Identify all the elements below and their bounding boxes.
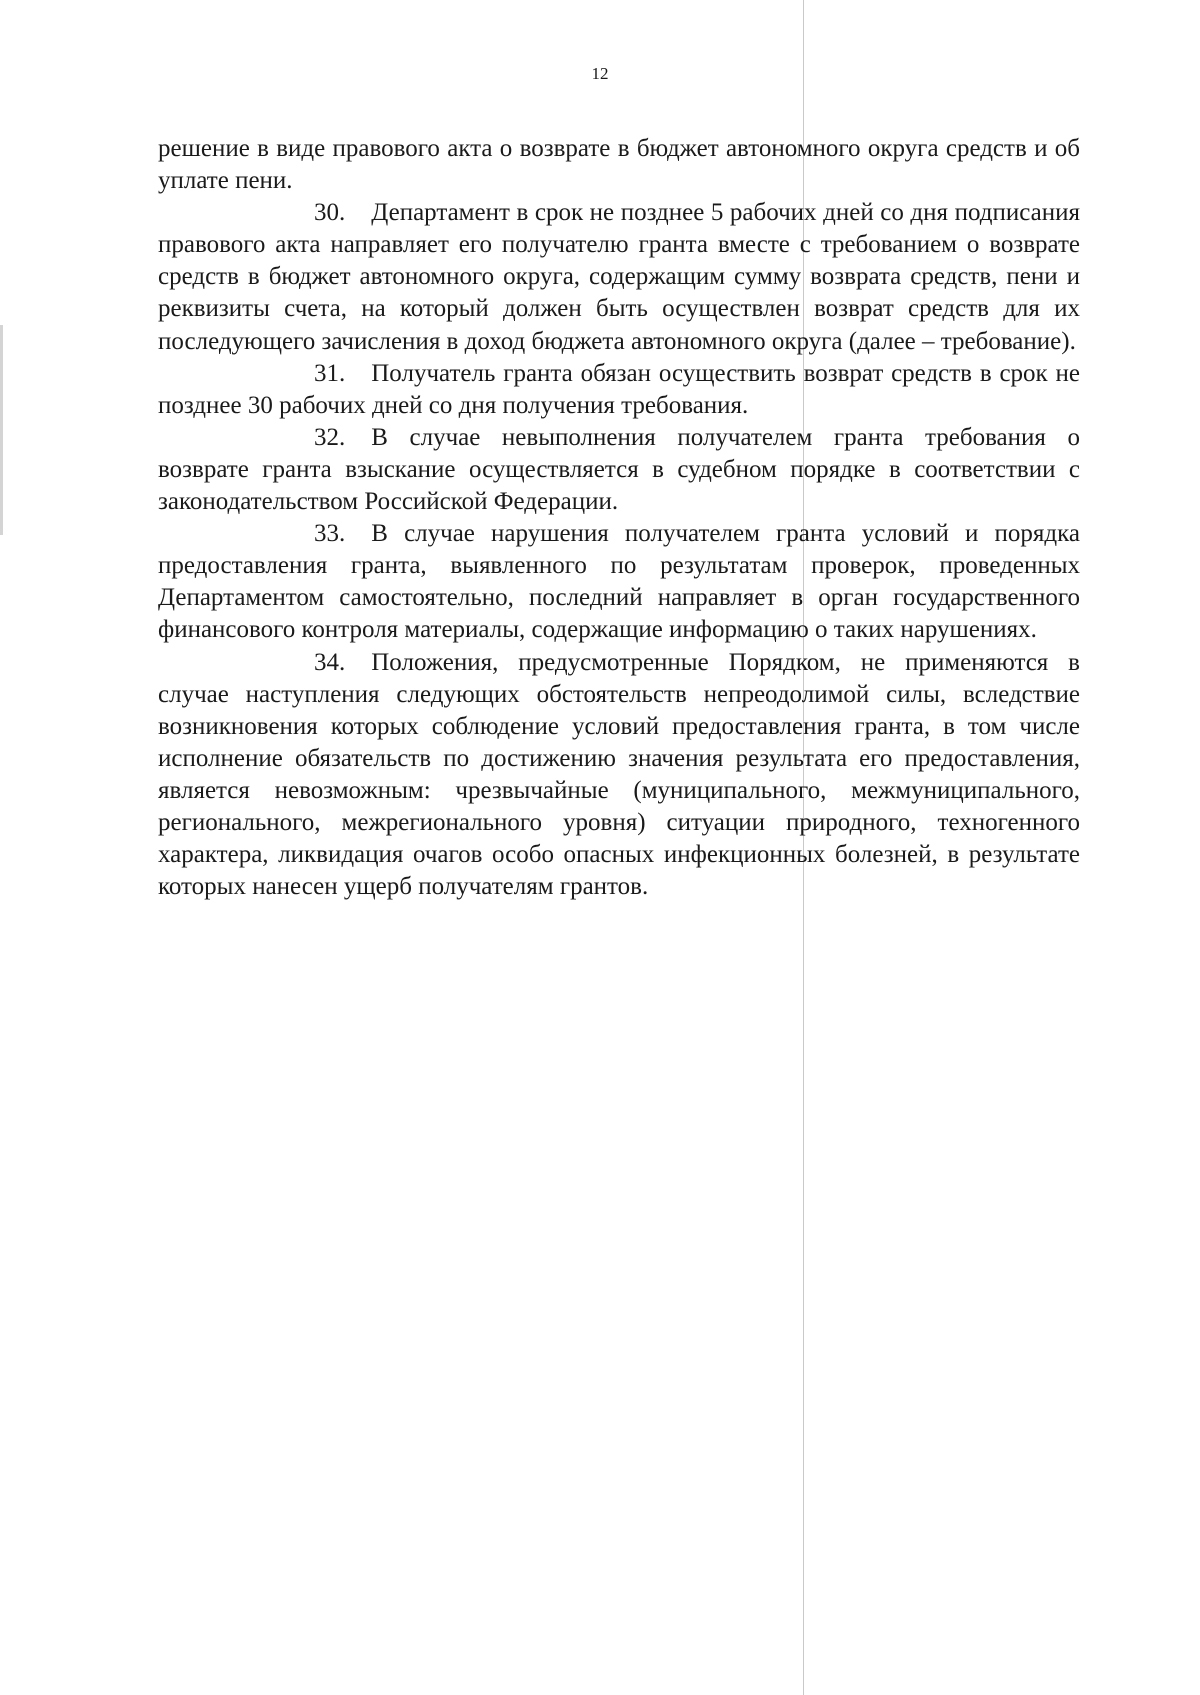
clause-text: Департамент в срок не позднее 5 рабочих дней со дня подписания правового акта направляет его получателю гранта вместе с требованием о возврате средств в бюджет автономного округа, содержащим сумму возврата средств, пени и реквизиты счета, на который должен быть осуществлен возврат средств для их последующего зачисления в доход бюджета автономного округа (далее – требование). <box>158 199 1080 355</box>
clause-31 <box>158 358 1080 422</box>
clause-number: 33. <box>314 520 346 548</box>
clause-30 <box>158 197 1080 357</box>
clause-32 <box>158 422 1080 518</box>
clause-number: 32. <box>314 423 346 451</box>
clause-text: Положения, предусмотренные Порядком, не применяются в случае наступления следующих обстоятельств непреодолимой силы, вследствие возникновения которых соблюдение условий предоставления гранта, в том числе исполнение обязательств по достижению значения результата его предоставления, является невозможным: чрезвычайные (муниципального, межмуниципального, регионального, межрегионального уровня) ситуации природного, техногенного характера, ликвидация очагов особо опасных инфекционных болезней, в результате которых нанесен ущерб получателям грантов. <box>158 648 1080 901</box>
clause-text: Получатель гранта обязан осуществить возврат средств в срок не позднее 30 рабочих дней со дня получения требования. <box>158 359 1080 419</box>
document-body <box>158 133 1080 903</box>
continuation-paragraph: решение в виде правового акта о возврате в бюджет автономного округа средств и об уплате пени. <box>158 135 1080 195</box>
clause-number: 34. <box>314 648 346 676</box>
clause-text: В случае невыполнения получателем гранта требования о возврате гранта взыскание осуществляется в судебном порядке в соответствии с законодательством Российской Федерации. <box>158 423 1080 516</box>
page-number: 12 <box>591 64 609 83</box>
clause-34 <box>158 647 1080 904</box>
clause-text: В случае нарушения получателем гранта условий и порядка предоставления гранта, выявленного по результатам проверок, проведенных Департаментом самостоятельно, последний направляет в орган государственного финансового контроля материалы, содержащие информацию о таких нарушениях. <box>158 520 1080 644</box>
clause-number: 31. <box>314 359 346 387</box>
clause-number: 30. <box>314 199 346 227</box>
clause-33 <box>158 518 1080 646</box>
scan-edge-mark <box>0 325 3 535</box>
